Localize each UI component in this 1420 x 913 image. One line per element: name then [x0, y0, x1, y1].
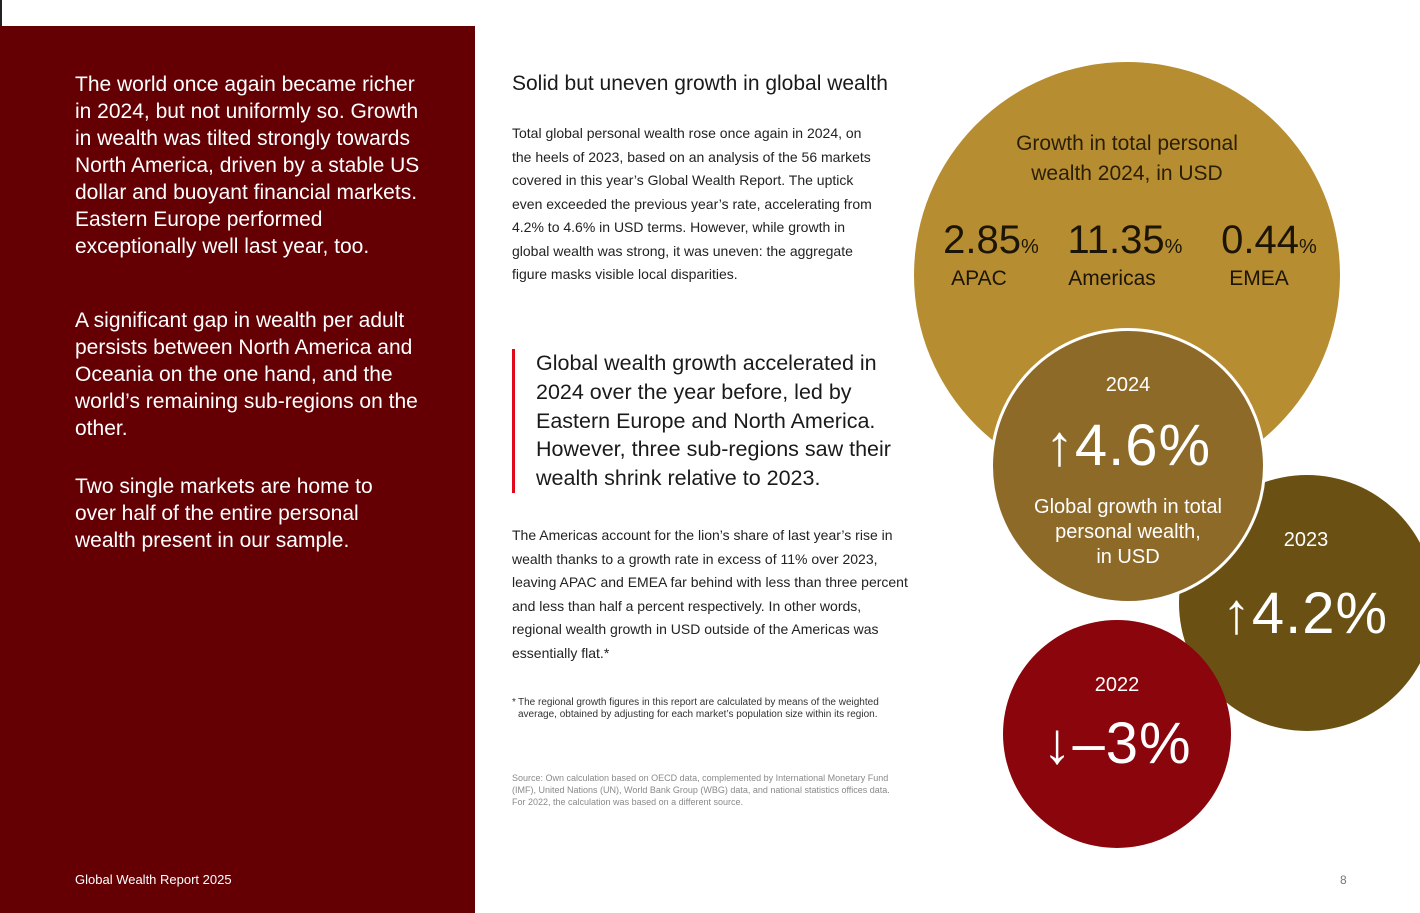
- stat-apac-label: APAC: [951, 267, 1007, 290]
- stat-americas-value: 11.35%: [1067, 218, 1183, 262]
- footnote-text: The regional growth figures in this report are calculated by means of the weighted average, obtained by adjusting for each market’s population size within its region.: [518, 697, 879, 720]
- intro-paragraph: Total global personal wealth rose once again in 2024, on the heels of 2023, based on an analysis of the 56 markets covered in this year’s Global Wealth Report. The uptick even exceeded the previous year’s rate, accelerating from 4.2% to 4.6% in USD terms. However, while growth in global wealth was strong, it was uneven: the aggregate figure masks visible local disparities.: [512, 125, 872, 282]
- growth-2022-value: ↓–3%: [1042, 711, 1192, 776]
- stat-apac-value: 2.85%: [943, 218, 1039, 262]
- footnote: [512, 697, 892, 721]
- section-heading: Solid but uneven growth in global wealth: [512, 72, 888, 95]
- regional-title-line2: wealth 2024, in USD: [1031, 162, 1223, 185]
- report-title-footer: Global Wealth Report 2025: [75, 872, 232, 887]
- left-paragraph-1: The world once again became richer in 2024, but not uniformly so. Growth in wealth was tilted strongly towards North America, driven by a stable US dollar and buoyant financial markets. Eastern Europe performed exceptionally well last year, too.: [75, 73, 420, 258]
- left-paragraph-2: A significant gap in wealth per adult persists between North America and Oceania on the one hand, and the world’s remaining sub-regions on the other.: [75, 309, 418, 440]
- stat-emea-value: 0.44%: [1221, 218, 1317, 262]
- pull-quote: Global wealth growth accelerated in 2024 over the year before, led by Eastern Europe and North America. However, three sub-regions saw their wealth shrink relative to 2023.: [512, 349, 926, 493]
- year-2023-label: 2023: [1283, 529, 1329, 551]
- desc-line-1: Global growth in total: [1034, 496, 1222, 518]
- growth-2023-value: ↑4.2%: [1221, 581, 1389, 646]
- top-rule: [0, 0, 2, 26]
- desc-line-3: in USD: [1096, 546, 1160, 568]
- page-number: 8: [1340, 873, 1347, 887]
- desc-line-2: personal wealth,: [1055, 521, 1201, 543]
- growth-2024-value: ↑4.6%: [1044, 413, 1212, 478]
- regional-title-line1: Growth in total personal: [1016, 132, 1238, 155]
- footnote-marker: *: [512, 697, 516, 708]
- year-2022-label: 2022: [1094, 674, 1140, 696]
- stat-emea-label: EMEA: [1229, 267, 1289, 290]
- year-2024-label: 2024: [1105, 374, 1151, 396]
- growth-2024-description: [990, 495, 1266, 570]
- source-note: Source: Own calculation based on OECD data, complemented by International Monetary Fund (IMF), United Nations (UN), World Bank Group (WBG) data, and national statistics offices data. For 2022, the calculation was based on a different source.: [512, 773, 890, 807]
- regional-title: [914, 129, 1340, 189]
- left-paragraph-3: Two single markets are home to over half of the entire personal wealth present in our sample.: [75, 475, 373, 552]
- stat-americas-label: Americas: [1068, 267, 1156, 290]
- americas-paragraph: The Americas account for the lion’s share of last year’s rise in wealth thanks to a growth rate in excess of 11% over 2023, leaving APAC and EMEA far behind with less than three percent and less than half a percent respectively. In other words, regional wealth growth in USD outside of the Americas was essentially flat.*: [512, 527, 908, 661]
